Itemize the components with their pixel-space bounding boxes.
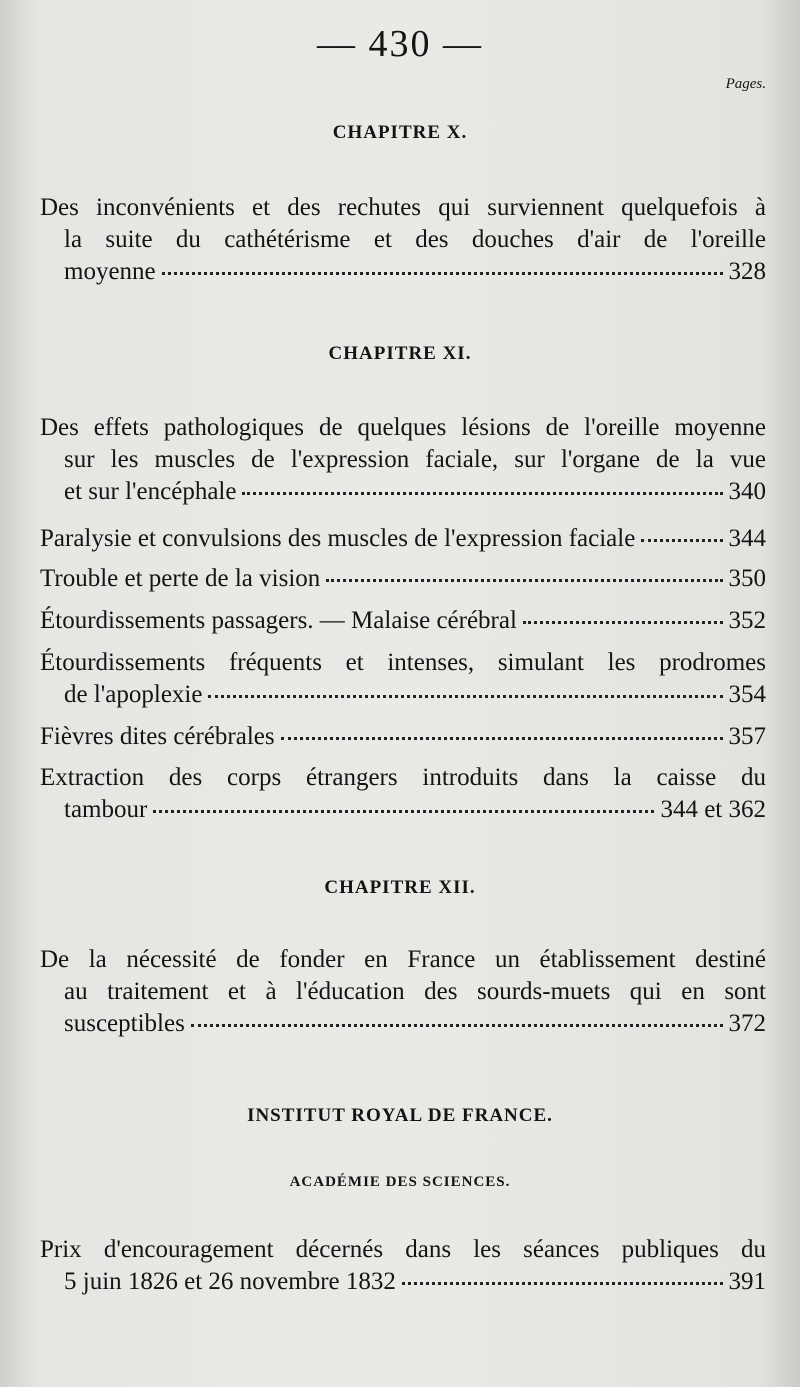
entry-text: susceptibles <box>64 1010 185 1037</box>
entry-leader-line <box>40 476 766 508</box>
toc-entry <box>40 762 766 826</box>
chapter-heading: CHAPITRE XI. <box>328 343 472 364</box>
dot-leader <box>281 737 723 740</box>
entry-text: tambour <box>64 796 148 823</box>
toc-entry <box>40 192 766 288</box>
entry-text: 5 juin 1826 et 26 novembre 1832 <box>64 1268 396 1295</box>
entry-text: de l'apoplexie <box>64 681 203 708</box>
entry-leader-line <box>40 523 766 555</box>
dot-leader <box>191 1024 723 1027</box>
entry-line: au traitement et à l'éducation des sourds-muets qui en sont <box>64 978 766 1005</box>
entry-leader-line <box>40 679 766 711</box>
entry-leader-line <box>40 256 766 288</box>
dot-leader <box>208 695 722 698</box>
academy-heading: ACADÉMIE DES SCIENCES. <box>289 1174 511 1190</box>
entry-text: Fièvres dites cérébrales <box>40 723 275 750</box>
entry-text: Paralysie et convulsions des muscles de l'expression faciale <box>40 525 636 552</box>
page-ref: 350 <box>728 565 766 592</box>
page-ref: 340 <box>728 478 766 505</box>
entry-text: et sur l'encéphale <box>64 478 237 505</box>
page-ref: 354 <box>728 681 766 708</box>
dot-leader <box>153 810 654 813</box>
page-ref: 372 <box>728 1010 766 1037</box>
page-ref: 344 <box>728 525 766 552</box>
entry-leader-line <box>40 721 766 753</box>
entry-text: Trouble et perte de la vision <box>40 565 321 592</box>
entry-line: la suite du cathétérisme et des douches d'air de l'oreille <box>64 226 766 253</box>
dot-leader <box>523 621 723 624</box>
entry-leader-line <box>40 1266 766 1298</box>
pages-column-label: Pages. <box>725 76 766 92</box>
toc-entry <box>40 647 766 711</box>
dot-leader <box>162 272 723 275</box>
institute-heading: INSTITUT ROYAL DE FRANCE. <box>247 1105 553 1126</box>
page-number: — 430 — <box>317 23 483 65</box>
entry-leader-line <box>40 794 766 826</box>
dot-leader <box>326 579 722 582</box>
page-ref: 357 <box>728 723 766 750</box>
chapter-heading: CHAPITRE XII. <box>324 877 476 898</box>
entry-line: De la nécessité de fonder en France un établissement destiné <box>40 946 766 973</box>
toc-entry <box>40 1234 766 1298</box>
toc-entry <box>40 563 766 595</box>
toc-entry <box>40 721 766 753</box>
entry-line: Des inconvénients et des rechutes qui surviennent quelquefois à <box>40 194 766 221</box>
page-ref: 328 <box>728 258 766 285</box>
entry-leader-line <box>40 563 766 595</box>
page-ref: 352 <box>728 607 766 634</box>
dot-leader <box>402 1282 723 1285</box>
entry-text: Étourdissements passagers. — Malaise cérébral <box>40 607 517 634</box>
dot-leader <box>641 539 722 542</box>
entry-leader-line <box>40 1008 766 1040</box>
dot-leader <box>242 492 722 495</box>
entry-line: Extraction des corps étrangers introduits dans la caisse du <box>40 764 766 791</box>
entry-line: Prix d'encouragement décernés dans les séances publiques du <box>40 1236 766 1263</box>
chapter-heading: CHAPITRE X. <box>332 122 468 143</box>
page-ref: 344 et 362 <box>660 796 766 823</box>
toc-entry <box>40 412 766 508</box>
entry-leader-line <box>40 605 766 637</box>
entry-text: moyenne <box>64 258 156 285</box>
toc-entry <box>40 944 766 1040</box>
entry-line: Des effets pathologiques de quelques lésions de l'oreille moyenne <box>40 414 766 441</box>
toc-entry <box>40 523 766 555</box>
entry-line: sur les muscles de l'expression faciale, sur l'organe de la vue <box>64 446 766 473</box>
entry-line: Étourdissements fréquents et intenses, simulant les prodromes <box>40 649 766 676</box>
toc-entry <box>40 605 766 637</box>
page-ref: 391 <box>728 1268 766 1295</box>
